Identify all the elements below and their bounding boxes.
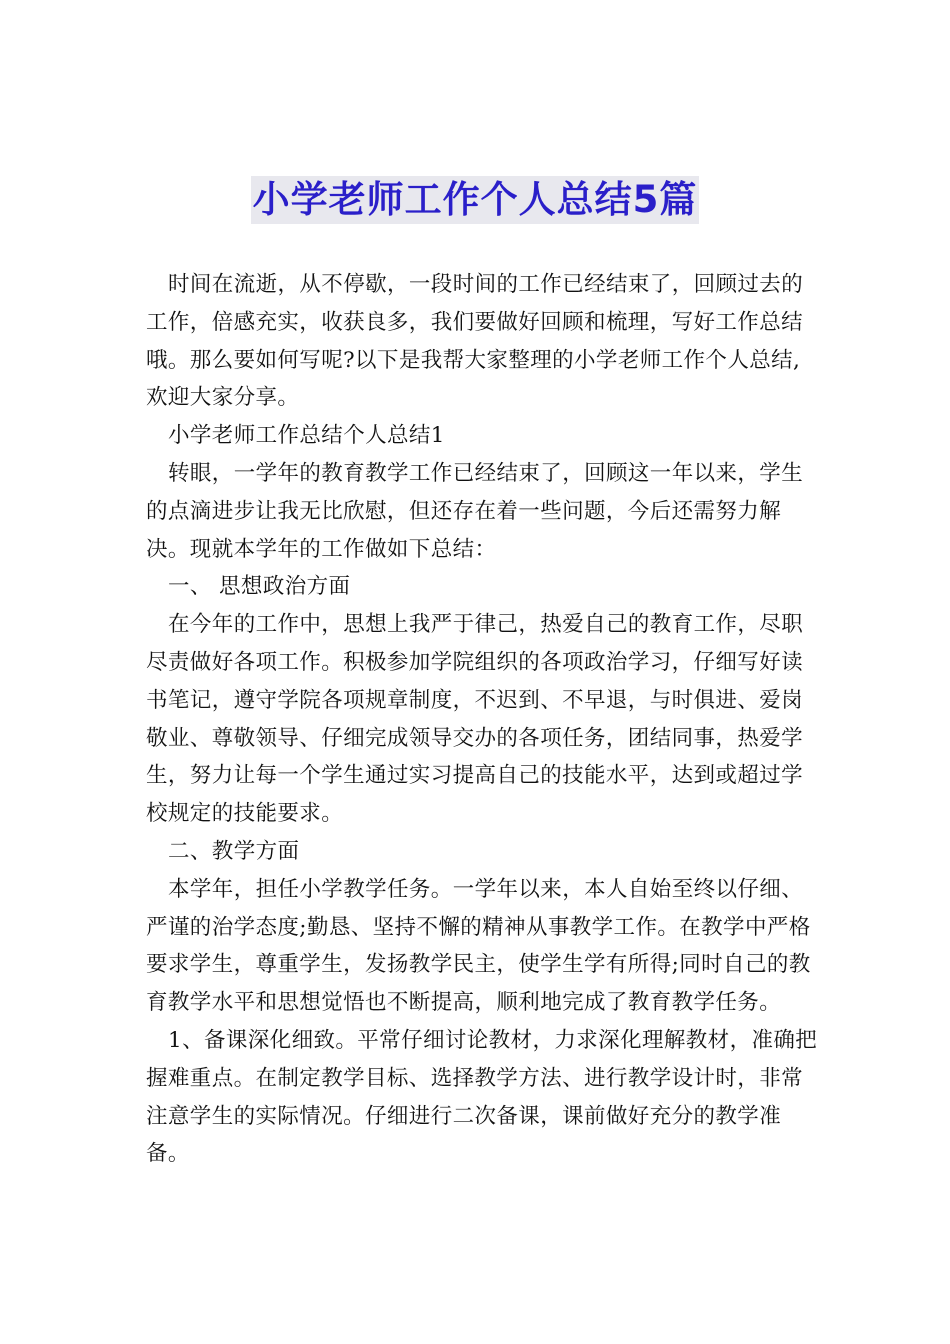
overview-paragraph: 转眼，一学年的教育教学工作已经结束了，回顾这一年以来，学生的点滴进步让我无比欣慰，但还存在着一些问题，今后还需努力解决。现就本学年的工作做如下总结： <box>146 460 804 562</box>
lesson-prep-paragraph: 1、备课深化细致。平常仔细讨论教材，力求深化理解教材，准确把握难重点。在制定教学目标、选择教学方法、进行教学设计时，非常注意学生的实际情况。仔细进行二次备课，课前做好充分的教学准备。 <box>146 1027 818 1167</box>
document-title: 小学老师工作个人总结5篇 <box>251 176 700 224</box>
section-heading-summary-1: 小学老师工作总结个人总结1 <box>168 423 445 449</box>
document-body <box>146 266 820 1173</box>
teaching-paragraph: 本学年，担任小学教学任务。一学年以来，本人自始至终以仔细、严谨的治学态度;勤恳、坚持不懈的精神从事教学工作。在教学中严格要求学生，尊重学生，发扬教学民主，使学生学有所得;同时自己的教育教学水平和思想觉悟也不断提高，顺利地完成了教育教学任务。 <box>146 876 811 1016</box>
heading-teaching: 二、教学方面 <box>168 838 300 864</box>
title-container <box>0 176 950 224</box>
heading-ideology-politics: 一、 思想政治方面 <box>168 574 351 600</box>
ideology-politics-paragraph: 在今年的工作中，思想上我严于律己，热爱自己的教育工作，尽职尽责做好各项工作。积极参加学院组织的各项政治学习，仔细写好读书笔记，遵守学院各项规章制度，不迟到、不早退，与时俱进、爱岗敬业、尊敬领导、仔细完成领导交办的各项任务，团结同事，热爱学生，努力让每一个学生通过实习提高自己的技能水平，达到或超过学校规定的技能要求。 <box>146 612 804 827</box>
intro-paragraph: 时间在流逝，从不停歇，一段时间的工作已经结束了，回顾过去的工作，倍感充实，收获良多，我们要做好回顾和梳理，写好工作总结哦。那么要如何写呢?以下是我帮大家整理的小学老师工作个人总结,欢迎大家分享。 <box>146 272 804 411</box>
